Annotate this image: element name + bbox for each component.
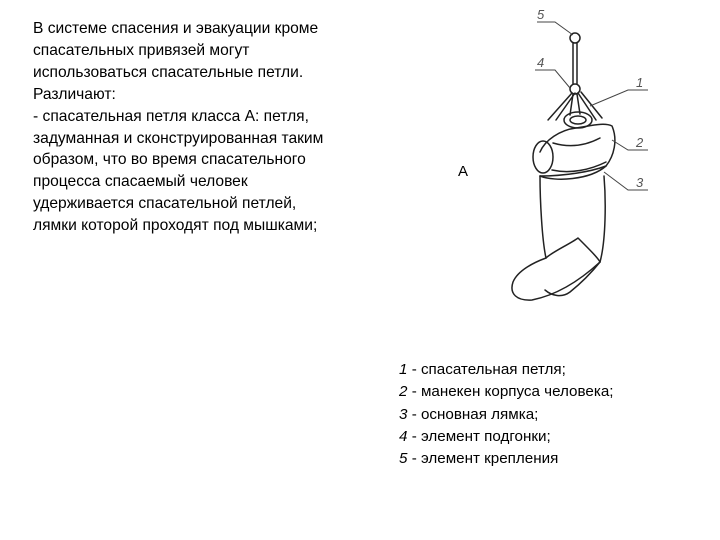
- legend-item: [399, 381, 614, 403]
- callout-1: 1: [636, 75, 644, 90]
- legend-number: 2: [399, 383, 408, 401]
- text-line: образом, что во время спасательного: [33, 151, 306, 169]
- callout-line-1: [590, 90, 648, 106]
- callout-4: 4: [537, 55, 545, 70]
- legend-number: 4: [399, 427, 408, 445]
- mannequin-neck-inner: [570, 116, 586, 124]
- legend-text: - манекен корпуса человека;: [411, 383, 614, 401]
- text-line: спасательных привязей могут: [33, 41, 250, 59]
- figure-label: А: [458, 163, 469, 180]
- mannequin-neck: [564, 112, 592, 128]
- legend-text: - элемент крепления: [411, 450, 559, 468]
- legend-item: [399, 359, 614, 381]
- mannequin-leg-seam: [546, 238, 600, 262]
- legend-item: [399, 448, 614, 470]
- legend-item: [399, 426, 614, 448]
- text-line: задуманная и сконструированная таким: [33, 129, 324, 147]
- text-line: - спасательная петля класса А: петля,: [33, 107, 309, 125]
- text-line: Различают:: [33, 85, 116, 103]
- arm-band: [552, 138, 606, 172]
- legend-number: 1: [399, 361, 408, 378]
- callout-line-5: [537, 22, 573, 35]
- legend-text: - элемент подгонки;: [411, 427, 551, 445]
- text-line: лямки которой проходят под мышками;: [33, 217, 318, 235]
- legend-text: - спасательная петля;: [411, 361, 566, 378]
- text-line: удерживается спасательной петлей,: [33, 195, 297, 213]
- legend-item: [399, 404, 614, 426]
- callout-line-4: [535, 70, 570, 88]
- legend-number: 3: [399, 405, 408, 423]
- text-line: В системе спасения и эвакуации кроме: [33, 20, 319, 37]
- callout-5: 5: [537, 7, 545, 22]
- callout-3: 3: [636, 175, 644, 190]
- callout-2: 2: [636, 135, 644, 150]
- mannequin-foot: [545, 262, 600, 296]
- text-line: процесса спасаемый человек: [33, 173, 248, 191]
- mannequin-body: [512, 176, 605, 300]
- legend-number: 5: [399, 450, 408, 468]
- legend-list: [399, 359, 614, 470]
- text-line: использоваться спасательные петли.: [33, 63, 304, 81]
- legend-text: - основная лямка;: [411, 405, 539, 423]
